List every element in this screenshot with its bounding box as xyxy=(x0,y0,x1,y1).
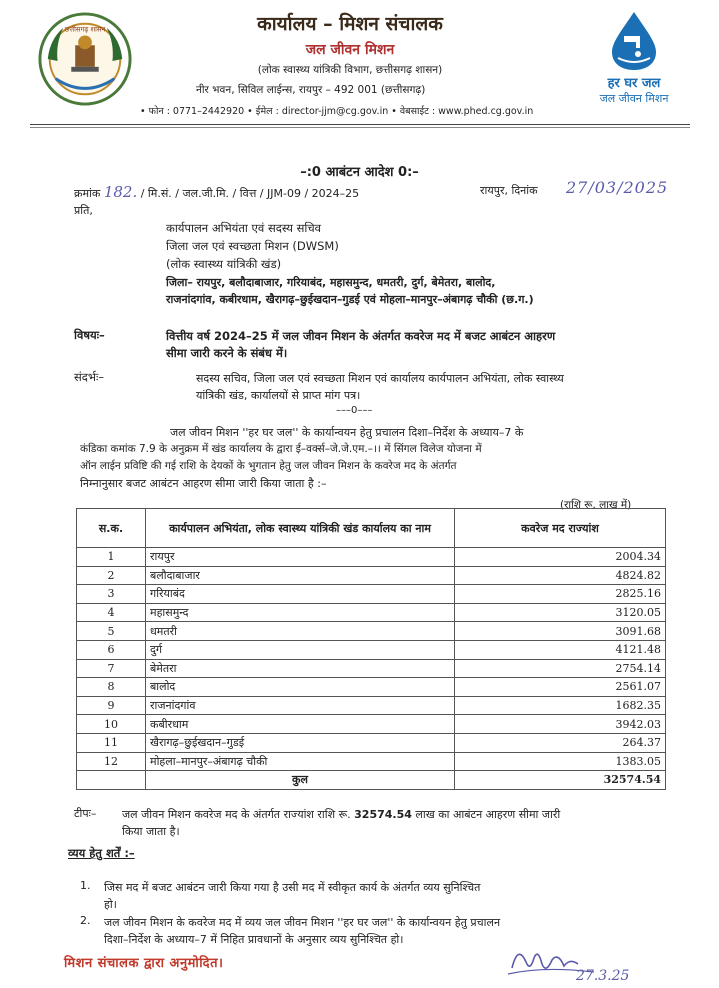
header-sn: स.क. xyxy=(77,509,146,548)
row-office: रायपुर xyxy=(146,548,455,567)
unit-note: (राशि रू. लाख में) xyxy=(560,499,632,511)
logo-line2: जल जीवन मिशन xyxy=(599,92,669,105)
row-office: बेमेतरा xyxy=(146,659,455,678)
row-amount: 1383.05 xyxy=(455,752,666,771)
header-divider xyxy=(30,124,690,125)
kramank-label: क्रमांक xyxy=(74,187,101,200)
subject-line-2: सीमा जारी करने के संबंध में। xyxy=(166,346,288,360)
reference-line-1: सदस्य सचिव, जिला जल एवं स्वच्छता मिशन एवं कार्यालय कार्यपालन अभियंता, लोक स्वास्थ्य xyxy=(196,372,564,385)
row-sn: 8 xyxy=(77,678,146,697)
row-amount: 4121.48 xyxy=(455,640,666,659)
water-drop-icon xyxy=(578,10,690,72)
table-row xyxy=(77,752,666,771)
header-divider-thin xyxy=(30,127,690,128)
table-row xyxy=(77,696,666,715)
row-office: राजनांदगांव xyxy=(146,696,455,715)
row-office: कबीरधाम xyxy=(146,715,455,734)
row-sn: 5 xyxy=(77,622,146,641)
table-row xyxy=(77,603,666,622)
recipient-line-2: जिला जल एवं स्वच्छता मिशन (DWSM) xyxy=(166,239,339,253)
note-label: टीपः– xyxy=(74,807,97,820)
mission-subtitle: जल जीवन मिशन xyxy=(305,42,395,58)
row-sn: 1 xyxy=(77,548,146,567)
row-amount: 2004.34 xyxy=(455,548,666,567)
body-line-3: ऑन लाईन प्रविष्टि की गई राशि के देयकों के भुगतान हेतु जल जीवन मिशन के कवरेज मद के अंतर्गत xyxy=(80,460,457,472)
logo-line1: हर घर जल xyxy=(607,76,661,91)
body-line-2: कंडिका कमांक 7.9 के अनुक्रम में खंड कार्यालय के द्वारा ई–वर्क्स–जे.जे.एम.–।। में सिंगल विलेज योजना में xyxy=(80,443,482,455)
table-row xyxy=(77,715,666,734)
total-amount: 32574.54 xyxy=(455,771,666,790)
file-reference: / मि.सं. / जल.जी.मि. / वित्त / JJM-09 / 2024–25 xyxy=(140,187,360,200)
row-sn: 12 xyxy=(77,752,146,771)
body-line-4: निम्नानुसार बजट आबंटन आहरण सीमा जारी किया जाता है :– xyxy=(80,477,327,490)
reference-number-row xyxy=(74,183,359,201)
table-header-row xyxy=(77,509,666,548)
note-line-2: किया जाता है। xyxy=(122,825,180,838)
row-amount: 3120.05 xyxy=(455,603,666,622)
row-sn: 6 xyxy=(77,640,146,659)
row-office: महासमुन्द xyxy=(146,603,455,622)
table-row xyxy=(77,585,666,604)
note-amount: 32574.54 xyxy=(354,808,412,821)
table-row xyxy=(77,678,666,697)
recipient-line-3: (लोक स्वास्थ्य यांत्रिकी खंड) xyxy=(166,257,282,271)
row-office: मोहला–मानपुर–अंबागढ़ चौकी xyxy=(146,752,455,771)
chhattisgarh-emblem-logo xyxy=(36,10,134,108)
row-amount: 2825.16 xyxy=(455,585,666,604)
table-row xyxy=(77,659,666,678)
note-text-post: लाख का आबंटन आहरण सीमा जारी xyxy=(411,808,561,821)
date-label: रायपुर, दिनांक xyxy=(480,184,538,197)
condition-2-num: 2. xyxy=(80,914,91,927)
row-office: बलौदाबाजार xyxy=(146,566,455,585)
condition-2-line-2: दिशा–निर्देश के अध्याय–7 में निहित प्रावधानों के अनुसार व्यय सुनिश्चित हो। xyxy=(104,933,404,946)
address-line: नीर भवन, सिविल लाईन्स, रायपुर – 492 001 (छत्तीसगढ़) xyxy=(196,84,426,96)
row-sn: 2 xyxy=(77,566,146,585)
table-row xyxy=(77,640,666,659)
reference-divider: –––0––– xyxy=(336,405,373,416)
recipient-line-5: राजनांदगांव, कबीरधाम, खैरागढ़–छुईखदान–गुडई एवं मोहला–मानपुर–अंबागढ़ चौकी (छ.ग.) xyxy=(166,293,534,306)
header-amount: कवरेज मद राज्यांश xyxy=(455,509,666,548)
total-sn-cell xyxy=(77,771,146,790)
order-heading: –:0 आबंटन आदेश 0:– xyxy=(300,165,419,180)
approval-stamp: मिशन संचालक द्वारा अनुमोदित। xyxy=(64,956,224,971)
row-amount: 1682.35 xyxy=(455,696,666,715)
row-sn: 4 xyxy=(77,603,146,622)
row-office: दुर्ग xyxy=(146,640,455,659)
subject-line-1: वित्तीय वर्ष 2024–25 में जल जीवन मिशन के अंतर्गत कवरेज मद में बजट आबंटन आहरण xyxy=(166,329,556,343)
row-amount: 3091.68 xyxy=(455,622,666,641)
condition-1-num: 1. xyxy=(80,879,91,892)
recipient-line-1: कार्यपालन अभियंता एवं सदस्य सचिव xyxy=(166,221,322,235)
signature-date: 27.3.25 xyxy=(576,968,630,984)
row-amount: 264.37 xyxy=(455,733,666,752)
note-text-pre: जल जीवन मिशन कवरेज मद के अंतर्गत राज्यांश राशि रू. xyxy=(122,808,355,821)
row-office: खैरागढ़–छुईखदान–गुडई xyxy=(146,733,455,752)
row-sn: 9 xyxy=(77,696,146,715)
kramank-number: 182. xyxy=(103,183,138,201)
row-amount: 3942.03 xyxy=(455,715,666,734)
row-amount: 4824.82 xyxy=(455,566,666,585)
har-ghar-jal-logo xyxy=(578,10,690,118)
row-sn: 11 xyxy=(77,733,146,752)
recipient-line-4: जिला– रायपुर, बलौदाबाजार, गरियाबंद, महासमुन्द, धमतरी, दुर्ग, बेमेतरा, बालोद, xyxy=(166,276,496,289)
subject-label: विषयः– xyxy=(74,328,105,342)
row-sn: 10 xyxy=(77,715,146,734)
row-amount: 2561.07 xyxy=(455,678,666,697)
row-sn: 3 xyxy=(77,585,146,604)
table-row xyxy=(77,548,666,567)
date-value: 27/03/2025 xyxy=(566,178,669,197)
total-label: कुल xyxy=(146,771,455,790)
condition-1-line-1: जिस मद में बजट आबंटन जारी किया गया है उसी मद में स्वीकृत कार्य के अंतर्गत व्यय सुनिश्चित xyxy=(104,881,481,894)
row-sn: 7 xyxy=(77,659,146,678)
prati-label: प्रति, xyxy=(74,204,93,217)
signature-icon xyxy=(504,938,654,986)
budget-allocation-table xyxy=(76,508,666,790)
emblem-text: छत्तीसगढ़ शासन xyxy=(64,25,106,34)
office-title: कार्यालय – मिशन संचालक xyxy=(257,13,443,35)
department-line: (लोक स्वास्थ्य यांत्रिकी विभाग, छत्तीसगढ़ शासन) xyxy=(257,64,443,76)
condition-1-line-2: हो। xyxy=(104,898,117,911)
header-office: कार्यपालन अभियंता, लोक स्वास्थ्य यांत्रिकी खंड कार्यालय का नाम xyxy=(146,509,455,548)
row-amount: 2754.14 xyxy=(455,659,666,678)
row-office: बालोद xyxy=(146,678,455,697)
note-line-1 xyxy=(122,806,560,823)
contact-line: • फोन : 0771–2442920 • ईमेल : director-jjm@cg.gov.in • वेबसाईट : www.phed.cg.gov.in xyxy=(140,106,534,117)
reference-label: संदर्भः– xyxy=(74,370,105,384)
table-row xyxy=(77,733,666,752)
conditions-heading: व्यय हेतु शर्तें :– xyxy=(68,846,135,860)
row-office: धमतरी xyxy=(146,622,455,641)
reference-line-2: यांत्रिकी खंड, कार्यालयों से प्राप्त मांग पत्र। xyxy=(196,389,361,402)
condition-2-line-1: जल जीवन मिशन के कवरेज मद में व्यय जल जीवन मिशन ''हर घर जल'' के कार्यान्वयन हेतु प्रचालन xyxy=(104,916,501,929)
table-row xyxy=(77,622,666,641)
table-total-row xyxy=(77,771,666,790)
body-line-1: जल जीवन मिशन ''हर घर जल'' के कार्यान्वयन हेतु प्रचालन दिशा–निर्देश के अध्याय–7 के xyxy=(170,426,524,439)
row-office: गरियाबंद xyxy=(146,585,455,604)
table-row xyxy=(77,566,666,585)
